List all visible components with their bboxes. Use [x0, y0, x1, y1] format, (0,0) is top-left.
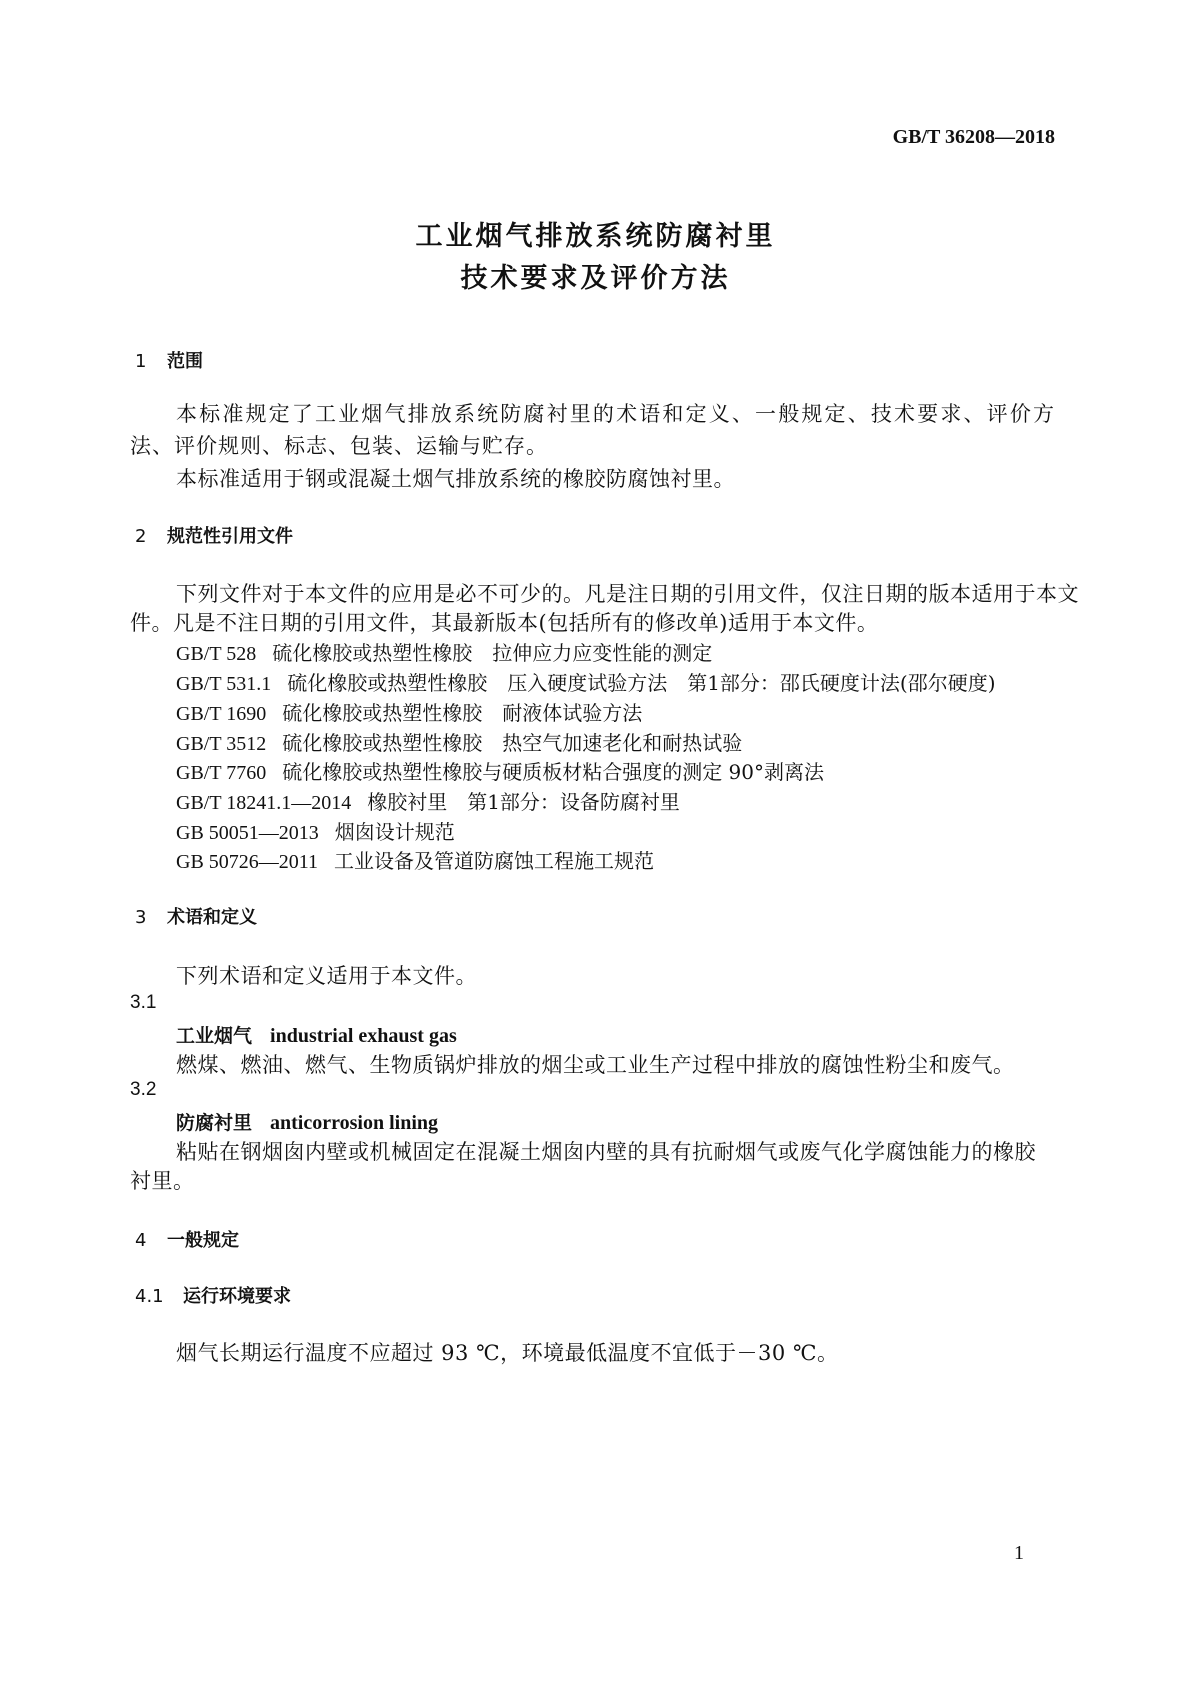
reference-code: GB 50726—2011	[176, 851, 319, 873]
section-title: 范围	[167, 351, 203, 372]
reference-code: GB/T 531.1	[176, 673, 272, 695]
reference-code: GB/T 528	[176, 643, 257, 665]
terms-intro: 下列术语和定义适用于本文件。	[176, 964, 477, 988]
document-title-line-1: 工业烟气排放系统防腐衬里	[415, 221, 776, 252]
reference-title: 硫化橡胶或热塑性橡胶与硬质板材粘合强度的测定 90°剥离法	[282, 760, 825, 784]
section-number: 2	[135, 526, 147, 547]
reference-code: GB/T 3512	[176, 733, 267, 755]
operating-environment-text: 烟气长期运行温度不应超过 93 ℃，环境最低温度不宜低于－30 ℃。	[176, 1341, 839, 1365]
scope-paragraph-1: 本标准规定了工业烟气排放系统防腐衬里的术语和定义、一般规定、技术要求、评价方法、评价规则、标志、包装、运输与贮存。	[130, 402, 1055, 458]
term-title	[176, 1021, 457, 1048]
reference-code: GB/T 18241.1—2014	[176, 792, 352, 814]
section-4-heading	[135, 1226, 239, 1252]
section-number: 3	[135, 907, 147, 928]
scope-paragraph-2: 本标准适用于钢或混凝土烟气排放系统的橡胶防腐蚀衬里。	[176, 467, 735, 491]
section-1-heading	[135, 347, 203, 373]
section-title: 规范性引用文件	[167, 526, 293, 547]
reference-title: 烟囱设计规范	[334, 820, 455, 844]
reference-item	[176, 756, 824, 785]
reference-code: GB 50051—2013	[176, 822, 319, 844]
section-3-heading	[135, 903, 257, 929]
subsection-4-1-heading	[135, 1282, 291, 1308]
subsection-number: 4.1	[135, 1286, 164, 1307]
term-definition: 燃煤、燃油、燃气、生物质锅炉排放的烟尘或工业生产过程中排放的腐蚀性粉尘和废气。	[176, 1053, 1015, 1077]
term-number: 3.2	[130, 1079, 157, 1100]
document-title-line-2: 技术要求及评价方法	[460, 263, 731, 294]
term-en: anticorrosion lining	[270, 1112, 439, 1134]
term-zh: 工业烟气	[176, 1025, 253, 1047]
term-en: industrial exhaust gas	[270, 1025, 457, 1047]
term-number: 3.1	[130, 992, 157, 1013]
term-definition-line-1: 粘贴在钢烟囱内壁或机械固定在混凝土烟囱内壁的具有抗耐烟气或废气化学腐蚀能力的橡胶	[176, 1140, 1036, 1164]
reference-title: 硫化橡胶或热塑性橡胶 耐液体试验方法	[282, 701, 643, 725]
section-title: 一般规定	[167, 1230, 239, 1251]
reference-item	[176, 786, 680, 815]
reference-item	[176, 667, 996, 696]
term-zh: 防腐衬里	[176, 1112, 253, 1134]
reference-title: 硫化橡胶或热塑性橡胶 压入硬度试验方法 第1部分：邵氏硬度计法(邵尔硬度)	[287, 671, 996, 695]
reference-title: 工业设备及管道防腐蚀工程施工规范	[334, 849, 655, 873]
reference-title: 硫化橡胶或热塑性橡胶 拉伸应力应变性能的测定	[272, 641, 713, 665]
section-number: 1	[135, 351, 147, 372]
reference-code: GB/T 1690	[176, 703, 267, 725]
reference-title: 橡胶衬里 第1部分：设备防腐衬里	[367, 790, 680, 814]
term-title	[176, 1108, 438, 1135]
reference-item	[176, 697, 642, 726]
references-intro-line-2: 件。凡是不注日期的引用文件，其最新版本(包括所有的修改单)适用于本文件。	[130, 611, 879, 635]
page-number: 1	[1014, 1542, 1024, 1564]
reference-item	[176, 637, 712, 666]
term-definition-line-2: 衬里。	[130, 1169, 195, 1193]
reference-title: 硫化橡胶或热塑性橡胶 热空气加速老化和耐热试验	[282, 731, 743, 755]
references-intro-line-1: 下列文件对于本文件的应用是必不可少的。凡是注日期的引用文件，仅注日期的版本适用于本文	[176, 582, 1079, 606]
subsection-title: 运行环境要求	[183, 1286, 291, 1307]
reference-item	[176, 845, 654, 874]
reference-item	[176, 816, 455, 845]
section-title: 术语和定义	[167, 907, 257, 928]
standard-number: GB/T 36208—2018	[892, 126, 1055, 148]
section-2-heading	[135, 522, 293, 548]
reference-code: GB/T 7760	[176, 762, 267, 784]
section-number: 4	[135, 1230, 147, 1251]
reference-item	[176, 727, 742, 756]
